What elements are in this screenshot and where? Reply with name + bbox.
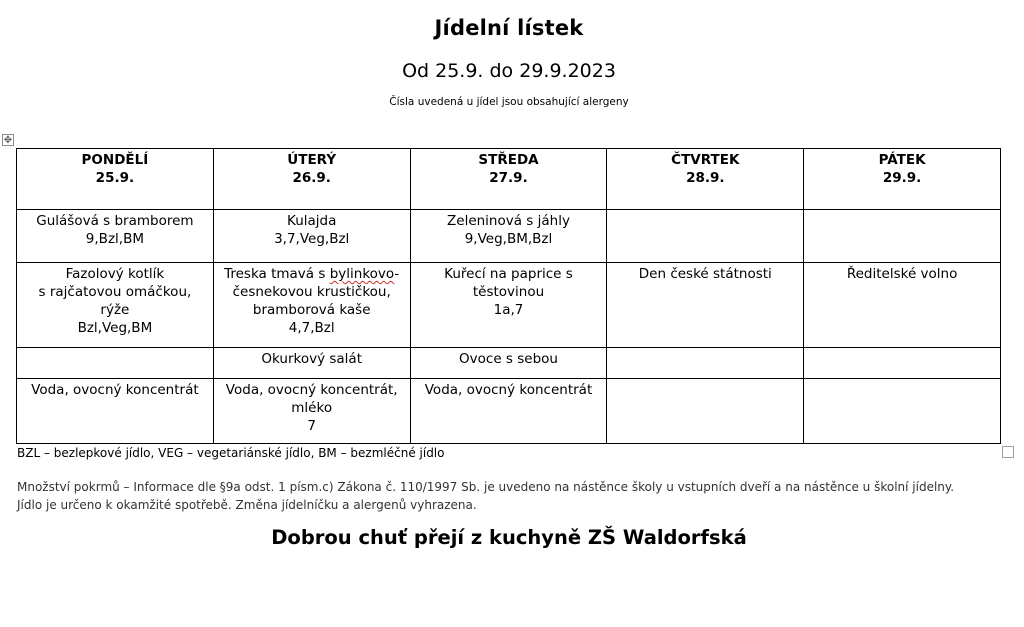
side-cell-friday[interactable] [804, 348, 1001, 379]
side-dish-row [17, 348, 1001, 379]
side-cell-monday[interactable] [17, 348, 214, 379]
side-cell-tuesday[interactable]: Okurkový salát [213, 348, 410, 379]
day-header-monday: PONDĚLÍ 25.9. [17, 149, 214, 210]
allergen-note: Čísla uvedená u jídel jsou obsahující alergeny [389, 96, 629, 108]
page-title: Jídelní lístek [434, 16, 584, 40]
drink-cell-monday[interactable]: Voda, ovocný koncentrát [17, 379, 214, 444]
table-header-row [17, 149, 1001, 210]
resize-handle-icon[interactable] [1002, 446, 1014, 458]
day-header-friday: PÁTEK 29.9. [804, 149, 1001, 210]
soup-row [17, 210, 1001, 263]
day-header-wednesday: STŘEDA 27.9. [410, 149, 607, 210]
drink-cell-friday[interactable] [804, 379, 1001, 444]
main-cell-wednesday[interactable]: Kuřecí na paprice s těstovinou 1a,7 [410, 263, 607, 348]
main-cell-friday[interactable]: Ředitelské volno [804, 263, 1001, 348]
drink-cell-wednesday[interactable]: Voda, ovocný koncentrát [410, 379, 607, 444]
drink-cell-tuesday[interactable]: Voda, ovocný koncentrát, mléko 7 [213, 379, 410, 444]
info-line-2: Jídlo je určeno k okamžité spotřebě. Změna jídelníčku a alergenů vyhrazena. [17, 498, 477, 512]
drink-cell-thursday[interactable] [607, 379, 804, 444]
soup-cell-monday[interactable]: Gulášová s bramborem 9,Bzl,BM [17, 210, 214, 263]
soup-cell-friday[interactable] [804, 210, 1001, 263]
side-cell-wednesday[interactable]: Ovoce s sebou [410, 348, 607, 379]
spellcheck-word: bylinkovo [329, 266, 395, 282]
legend-text: BZL – bezlepkové jídlo, VEG – vegetariánské jídlo, BM – bezmléčné jídlo [17, 446, 445, 460]
footer-greeting: Dobrou chuť přejí z kuchyně ZŠ Waldorfská [271, 526, 747, 549]
soup-cell-tuesday[interactable]: Kulajda 3,7,Veg,Bzl [213, 210, 410, 263]
side-cell-thursday[interactable] [607, 348, 804, 379]
menu-table [16, 148, 1001, 444]
main-cell-thursday[interactable]: Den české státnosti [607, 263, 804, 348]
info-paragraph [17, 478, 1012, 514]
main-cell-tuesday[interactable]: Treska tmavá s bylinkovo- česnekovou krustičkou, bramborová kaše 4,7,Bzl [213, 263, 410, 348]
soup-cell-wednesday[interactable]: Zeleninová s jáhly 9,Veg,BM,Bzl [410, 210, 607, 263]
soup-cell-thursday[interactable] [607, 210, 804, 263]
main-cell-monday[interactable]: Fazolový kotlík s rajčatovou omáčkou, rýže Bzl,Veg,BM [17, 263, 214, 348]
drink-row [17, 379, 1001, 444]
main-course-row [17, 263, 1001, 348]
day-header-thursday: ČTVRTEK 28.9. [607, 149, 804, 210]
date-range: Od 25.9. do 29.9.2023 [402, 60, 616, 82]
day-header-tuesday: ÚTERÝ 26.9. [213, 149, 410, 210]
move-arrows-icon[interactable]: ✥ [3, 135, 13, 146]
info-line-1: Množství pokrmů – Informace dle §9a odst. 1 písm.c) Zákona č. 110/1997 Sb. je uvedeno na nástěnce školy u vstupních dveří a na nástěnce u školní jídelny. [17, 480, 955, 494]
